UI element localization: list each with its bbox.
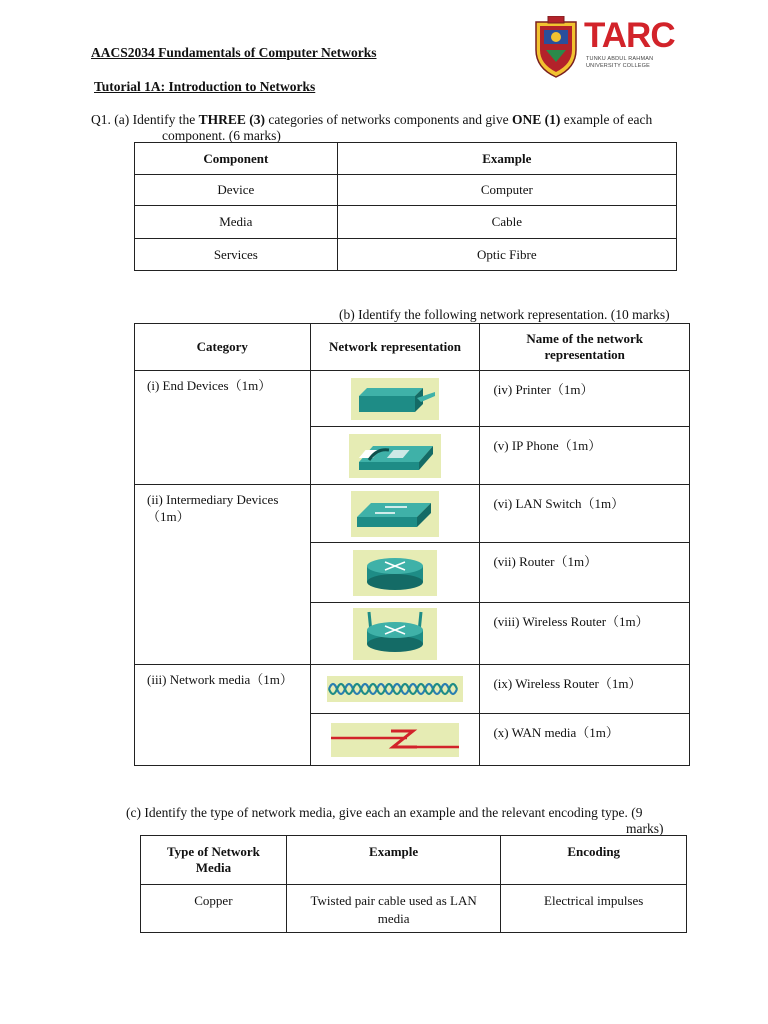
table-row [135,485,690,543]
wireless-router-icon [353,608,437,660]
network-media-table [140,835,687,933]
printer-icon [351,378,439,420]
name-wan-media: (x) WAN media（1m） [480,714,690,766]
cell-component: Media [135,206,338,239]
question-1a: Q1. (a) Identify the THREE (3) categories of networks components and give ONE (1) example of each component. (6 marks) [91,112,653,143]
header-example: Example [337,143,676,175]
table-row [141,885,687,933]
header-network-representation: Network representation [310,324,480,371]
cell-example: Cable [337,206,676,239]
name-printer: (iv) Printer（1m） [480,371,690,427]
part-c-instruction: (c) Identify the type of network media, give each an example and the relevant encoding type. (9 marks) [126,805,664,836]
table-header-row [135,324,690,371]
cell-encoding: Electrical impulses [501,885,687,933]
representation-cell [310,427,480,485]
logo-wordmark: TARC [584,16,675,55]
name-ip-phone: (v) IP Phone（1m） [480,427,690,485]
cell-example: Optic Fibre [337,239,676,271]
crest-icon [534,16,578,78]
tarc-logo [534,16,676,80]
category-end-devices: (i) End Devices（1m） [135,371,311,485]
representation-cell [310,665,480,714]
cell-component: Services [135,239,338,271]
logo-subtitle: TUNKU ABDUL RAHMAN UNIVERSITY COLLEGE [586,56,654,69]
wan-media-icon [331,723,459,757]
cell-example: Twisted pair cable used as LAN media [286,885,501,933]
cell-example: Computer [337,175,676,206]
router-icon [353,550,437,596]
representation-cell [310,603,480,665]
category-intermediary-devices: (ii) Intermediary Devices（1m） [135,485,311,665]
wireless-media-icon [327,676,463,702]
header-encoding: Encoding [501,836,687,885]
tutorial-title: Tutorial 1A: Introduction to Networks [94,79,316,94]
header-media-type: Type of Network Media [141,836,287,885]
header-representation-name: Name of the network representation [480,324,690,371]
cell-media-type: Copper [141,885,287,933]
components-table [134,142,677,271]
cell-component: Device [135,175,338,206]
table-row [135,371,690,427]
ip-phone-icon [349,434,441,478]
table-header-row [141,836,687,885]
representation-cell [310,714,480,766]
name-wireless-media: (ix) Wireless Router（1m） [480,665,690,714]
representation-cell [310,485,480,543]
name-router: (vii) Router（1m） [480,543,690,603]
name-wireless-router: (viii) Wireless Router（1m） [480,603,690,665]
table-row [135,239,677,271]
table-row [135,665,690,714]
header-category: Category [135,324,311,371]
course-title: AACS2034 Fundamentals of Computer Networks [91,45,377,60]
representation-cell [310,371,480,427]
part-b-instruction: (b) Identify the following network representation. (10 marks) [339,307,670,322]
representation-cell [310,543,480,603]
category-network-media: (iii) Network media（1m） [135,665,311,766]
table-row [135,206,677,239]
header-example: Example [286,836,501,885]
lan-switch-icon [351,491,439,537]
network-representation-table [134,323,690,766]
table-header-row [135,143,677,175]
header-component: Component [135,143,338,175]
name-lan-switch: (vi) LAN Switch（1m） [480,485,690,543]
table-row [135,175,677,206]
